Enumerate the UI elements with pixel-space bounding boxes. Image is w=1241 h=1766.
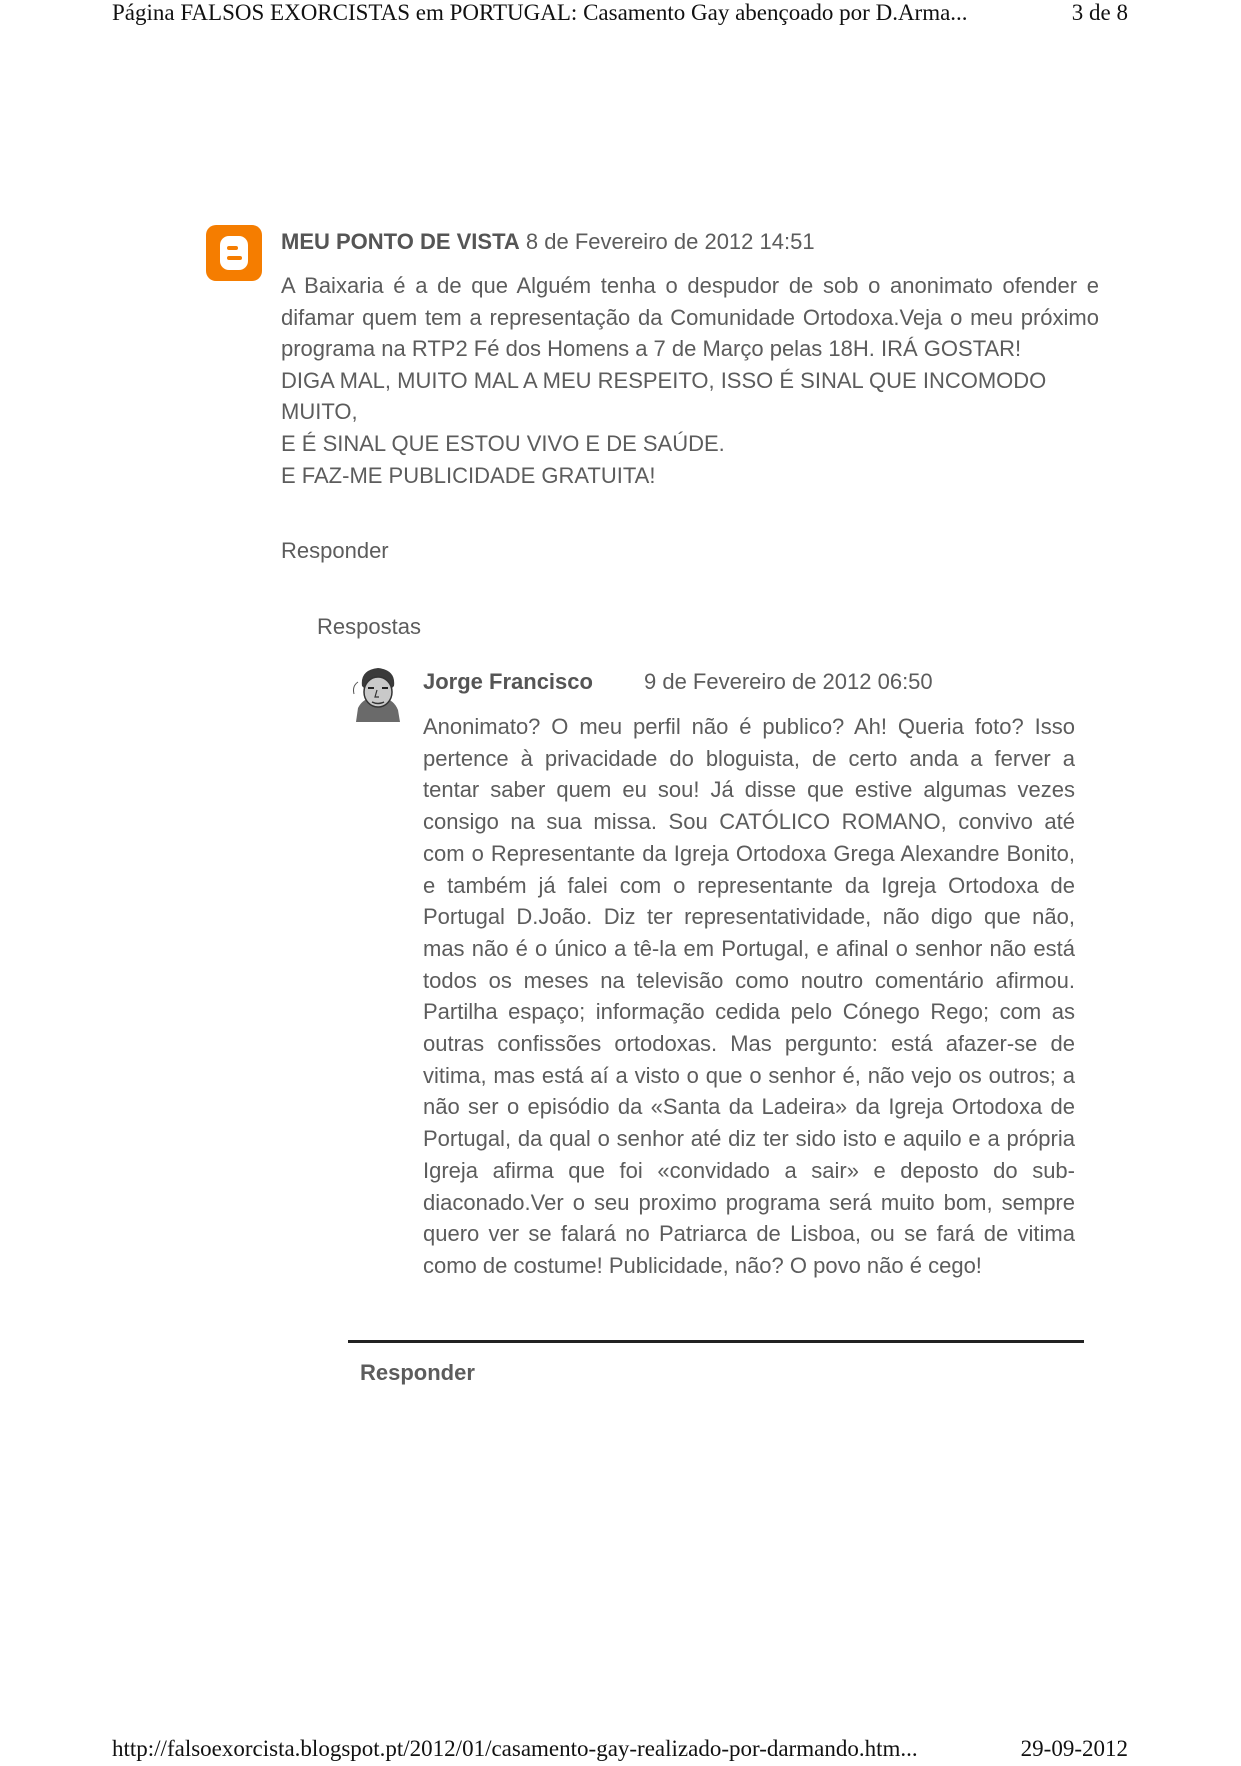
portrait-drawing xyxy=(348,664,406,722)
print-footer-url: http://falsoexorcista.blogspot.pt/2012/01/casamento-gay-realizado-por-darmando.htm... xyxy=(112,1736,918,1761)
blogger-logo-icon[interactable] xyxy=(206,225,262,281)
comment-paragraph: A Baixaria é a de que Alguém tenha o despudor de sob o anonimato ofender e difamar quem tem a representação da Comunidade Ortodoxa.Veja o meu próximo programa na RTP2 Fé dos Homens a 7 de Março pelas 18H. IRÁ GOSTAR! xyxy=(281,273,1099,362)
print-footer-date: 29-09-2012 xyxy=(1020,1736,1128,1761)
print-footer xyxy=(112,1736,1128,1766)
reply-header xyxy=(423,669,933,695)
reply-bottom-link[interactable]: Responder xyxy=(360,1360,475,1385)
reply-link[interactable]: Responder xyxy=(281,538,389,563)
reply-text: Anonimato? O meu perfil não é publico? Ah! Queria foto? Isso pertence à privacidade do bloguista, de certo anda a ferver a tentar saber quem eu sou! Já disse que estive algumas vezes consigo na sua missa. Sou CATÓLICO ROMANO, convivo até com o Representante da Igreja Ortodoxa Grega Alexandre Bonito, e também já falei com o representante da Igreja Ortodoxa de Portugal D.João. Diz ter representatividade, não digo que não, mas não é o único a tê-la em Portugal, e afinal o senhor não está todos os meses na televisão como noutro comentário afirmou. Partilha espaço; informação cedida pelo Cónego Rego; com as outras confissões ortodoxas. Mas pergunto: está afazer-se de vitima, mas está aí a visto o que o senhor é, não vejo os outros; a não ser o episódio da «Santa da Ladeira» da Igreja Ortodoxa de Portugal, da qual o senhor até diz ter sido isto e aquilo e a própria Igreja afirma que foi «convidado a sair» e deposto do sub-diaconado.Ver o seu proximo programa será muito bom, sempre quero ver se falará no Patriarca de Lisboa, ou se fará de vitima como de costume! Publicidade, não? O povo não é cego! xyxy=(423,714,1075,1278)
comment-line: E É SINAL QUE ESTOU VIVO E DE SAÚDE. xyxy=(281,430,725,456)
comment-timestamp[interactable]: 8 de Fevereiro de 2012 14:51 xyxy=(525,229,815,254)
comment-author[interactable]: MEU PONTO DE VISTA xyxy=(281,229,520,254)
replies-label: Respostas xyxy=(317,614,421,639)
comment-line: E FAZ-ME PUBLICIDADE GRATUITA! xyxy=(281,462,656,488)
comment-header xyxy=(281,229,815,255)
reply-divider xyxy=(348,1340,1084,1343)
comment-line: DIGA MAL, MUITO MAL A MEU RESPEITO, ISSO É SINAL QUE INCOMODO MUITO, xyxy=(281,367,1047,425)
blogger-b-glyph xyxy=(219,234,249,272)
print-header-page-number: 3 de 8 xyxy=(1071,0,1128,25)
comment-body xyxy=(281,270,1099,491)
print-header xyxy=(112,0,1128,30)
print-header-title: Página FALSOS EXORCISTAS em PORTUGAL: Casamento Gay abençoado por D.Arma... xyxy=(112,0,968,25)
reply-timestamp[interactable]: 9 de Fevereiro de 2012 06:50 xyxy=(644,669,933,694)
reply-body xyxy=(423,711,1075,1282)
portrait-avatar-icon[interactable] xyxy=(348,664,406,722)
reply-author[interactable]: Jorge Francisco xyxy=(423,669,593,694)
